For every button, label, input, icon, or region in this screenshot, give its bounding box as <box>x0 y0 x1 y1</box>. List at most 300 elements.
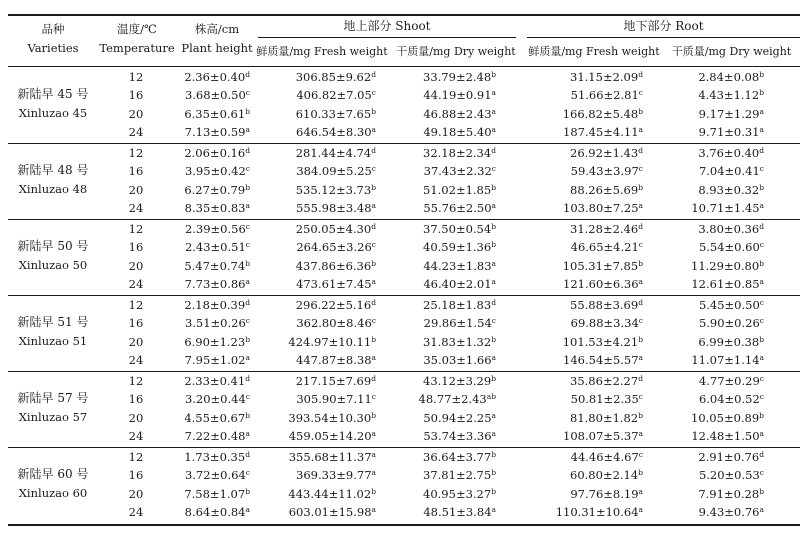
cell-shoot-dry <box>396 222 500 236</box>
top-rule <box>8 14 800 16</box>
cell-value: 40.59±1.36 <box>423 240 492 255</box>
cell-value: 33.79±2.48 <box>423 70 492 84</box>
significance-letter: b <box>491 334 496 344</box>
cell-shoot-fresh <box>260 88 380 102</box>
cell-value: 11.07±1.14 <box>691 353 760 368</box>
significance-letter: c <box>759 468 764 478</box>
cell-temp: 16 <box>128 164 144 179</box>
significance-letter: a <box>491 201 496 211</box>
significance-letter: d <box>371 298 376 307</box>
cell-root-dry <box>664 411 768 425</box>
cell-shoot-dry <box>396 240 500 254</box>
cell-shoot-dry <box>396 411 500 425</box>
cell-temp: 24 <box>128 429 144 444</box>
significance-letter: c <box>638 88 643 98</box>
cell-root-dry <box>664 335 768 349</box>
cell-temp: 24 <box>128 505 144 520</box>
cell-shoot-fresh <box>260 429 380 443</box>
cell-root-fresh <box>530 374 647 388</box>
cell-root-fresh <box>530 125 647 139</box>
cell-shoot-fresh <box>260 164 380 178</box>
cell-root-fresh <box>530 164 647 178</box>
significance-letter: d <box>638 222 643 231</box>
significance-letter: a <box>371 125 376 135</box>
cell-value: 37.43±2.32 <box>423 164 492 179</box>
cell-height <box>176 450 254 464</box>
header-height-cn: 株高/cm <box>194 22 240 36</box>
cell-temp: 16 <box>128 316 144 331</box>
significance-letter: c <box>491 316 496 326</box>
significance-letter: b <box>245 258 250 268</box>
cell-value: 44.46±4.67 <box>570 450 639 464</box>
significance-letter: c <box>638 450 643 459</box>
cell-shoot-fresh <box>260 259 380 273</box>
cell-root-dry <box>664 183 768 197</box>
cell-root-fresh <box>530 298 647 312</box>
significance-letter: b <box>245 486 250 496</box>
cell-shoot-dry <box>396 107 500 121</box>
significance-letter: d <box>638 70 643 79</box>
cell-value: 406.82±7.05 <box>296 88 372 103</box>
cell-shoot-dry <box>396 450 500 464</box>
root-group-underline <box>527 37 800 38</box>
cell-shoot-fresh <box>260 125 380 139</box>
significance-letter: c <box>759 298 764 307</box>
significance-letter: b <box>491 240 496 250</box>
cell-value: 4.77±0.29 <box>698 374 760 388</box>
cell-shoot-fresh <box>260 450 380 464</box>
cell-value: 55.76±2.50 <box>423 201 492 216</box>
cell-root-dry <box>664 392 768 406</box>
group-divider <box>8 447 800 448</box>
cell-value: 369.33±9.77 <box>296 468 372 483</box>
significance-letter: d <box>638 146 643 155</box>
significance-letter: a <box>245 505 250 515</box>
cell-root-dry <box>664 107 768 121</box>
cell-value: 7.58±1.07 <box>184 486 246 501</box>
cell-value: 6.90±1.23 <box>184 334 246 349</box>
cell-shoot-fresh <box>260 222 380 236</box>
significance-letter: c <box>245 392 250 402</box>
bottom-rule <box>8 524 800 526</box>
cell-temp: 24 <box>128 201 144 216</box>
significance-letter: a <box>371 277 376 287</box>
cell-value: 110.31±10.64 <box>555 505 639 520</box>
significance-letter: d <box>371 70 376 79</box>
cell-value: 7.73±0.86 <box>184 277 246 292</box>
cell-value: 11.29±0.80 <box>691 258 760 273</box>
cell-value: 443.44±11.02 <box>288 486 372 501</box>
significance-letter: b <box>371 258 376 268</box>
cell-shoot-dry <box>396 298 500 312</box>
cell-value: 250.05±4.30 <box>295 222 372 236</box>
cell-value: 146.54±5.57 <box>563 353 639 368</box>
significance-letter: c <box>245 240 250 250</box>
cell-value: 7.95±1.02 <box>184 353 246 368</box>
significance-letter: b <box>245 182 250 192</box>
cell-temp: 24 <box>128 125 144 140</box>
cell-height <box>176 298 254 312</box>
cell-shoot-dry <box>396 468 500 482</box>
cell-height <box>176 125 254 139</box>
cell-height <box>176 505 254 519</box>
significance-letter: a <box>491 505 496 515</box>
cell-root-fresh <box>530 146 647 160</box>
cell-temp: 12 <box>128 222 144 236</box>
cell-root-fresh <box>530 468 647 482</box>
cell-value: 7.22±0.48 <box>184 429 246 444</box>
header-shoot-fresh: 鲜质量/mg Fresh weight <box>256 45 388 58</box>
cell-shoot-fresh <box>260 487 380 501</box>
cell-root-fresh <box>530 70 647 84</box>
cell-root-dry <box>664 125 768 139</box>
significance-letter: c <box>245 468 250 478</box>
cell-root-fresh <box>530 277 647 291</box>
significance-letter: a <box>759 125 764 135</box>
significance-letter: b <box>245 334 250 344</box>
cell-shoot-fresh <box>260 70 380 84</box>
cell-value: 8.35±0.83 <box>184 201 246 216</box>
cell-height <box>176 316 254 330</box>
cell-value: 105.31±7.85 <box>562 258 639 273</box>
cell-shoot-dry <box>396 335 500 349</box>
cell-height <box>176 70 254 84</box>
cell-shoot-fresh <box>260 240 380 254</box>
cell-value: 35.03±1.66 <box>423 353 492 368</box>
cell-value: 97.76±8.19 <box>570 486 639 501</box>
cell-temp: 16 <box>128 468 144 483</box>
cell-value: 31.83±1.32 <box>423 334 492 349</box>
cell-height <box>176 277 254 291</box>
cell-value: 26.92±1.43 <box>570 146 639 160</box>
header-root-dry: 干质量/mg Dry weight <box>671 45 792 58</box>
significance-letter: a <box>371 353 376 363</box>
cell-root-fresh <box>530 240 647 254</box>
cell-root-fresh <box>530 505 647 519</box>
cell-value: 108.07±5.37 <box>563 429 639 444</box>
cell-shoot-fresh <box>260 316 380 330</box>
significance-letter: b <box>371 106 376 116</box>
cell-root-fresh <box>530 259 647 273</box>
cell-value: 31.15±2.09 <box>570 70 639 84</box>
cell-temp: 20 <box>128 334 144 349</box>
cell-value: 6.27±0.79 <box>184 182 246 197</box>
cell-shoot-dry <box>396 259 500 273</box>
significance-letter: b <box>371 334 376 344</box>
significance-letter: a <box>759 201 764 211</box>
cell-value: 101.53±4.21 <box>562 334 639 349</box>
cell-root-dry <box>664 259 768 273</box>
significance-letter: b <box>491 450 496 459</box>
cell-value: 37.81±2.75 <box>423 468 492 483</box>
cell-height <box>176 240 254 254</box>
significance-letter: b <box>759 258 764 268</box>
cell-root-dry <box>664 70 768 84</box>
significance-letter: c <box>491 164 496 174</box>
cell-root-fresh <box>530 392 647 406</box>
cell-value: 49.18±5.40 <box>423 125 492 140</box>
cell-height <box>176 164 254 178</box>
cell-value: 88.26±5.69 <box>570 182 639 197</box>
cell-root-dry <box>664 164 768 178</box>
cell-root-dry <box>664 505 768 519</box>
significance-letter: c <box>371 392 376 402</box>
significance-letter: a <box>638 505 643 515</box>
cell-root-fresh <box>530 222 647 236</box>
significance-letter: b <box>638 106 643 116</box>
cell-value: 103.80±7.25 <box>563 201 639 216</box>
cell-value: 40.95±3.27 <box>423 486 492 501</box>
cell-shoot-dry <box>396 316 500 330</box>
cell-height <box>176 222 254 236</box>
cell-value: 2.39±0.56 <box>184 222 246 236</box>
significance-letter: a <box>371 505 376 515</box>
cell-temp: 20 <box>128 410 144 425</box>
group-divider <box>8 371 800 372</box>
cell-height <box>176 392 254 406</box>
cell-value: 305.90±7.11 <box>296 392 372 407</box>
significance-letter: d <box>759 222 764 231</box>
cell-root-dry <box>664 277 768 291</box>
cell-shoot-dry <box>396 487 500 501</box>
header-shoot-group: 地上部分 Shoot <box>343 19 431 33</box>
variety-name-cn: 新陆早 51 号 <box>17 315 89 329</box>
cell-shoot-dry <box>396 88 500 102</box>
significance-letter: a <box>759 429 764 439</box>
cell-value: 9.71±0.31 <box>698 125 760 140</box>
cell-temp: 20 <box>128 486 144 501</box>
cell-shoot-dry <box>396 429 500 443</box>
cell-temp: 12 <box>128 146 144 160</box>
significance-letter: d <box>491 298 496 307</box>
cell-value: 3.76±0.40 <box>698 146 760 160</box>
cell-value: 51.66±2.81 <box>570 88 639 103</box>
significance-letter: d <box>638 374 643 383</box>
cell-value: 3.51±0.26 <box>184 316 246 331</box>
significance-letter: a <box>491 277 496 287</box>
cell-value: 25.18±1.83 <box>423 298 492 312</box>
shoot-group-underline <box>258 37 516 38</box>
group-divider <box>8 219 800 220</box>
significance-letter: c <box>371 316 376 326</box>
cell-value: 50.94±2.25 <box>423 410 492 425</box>
cell-value: 2.18±0.39 <box>184 298 246 312</box>
cell-value: 535.12±3.73 <box>295 182 372 197</box>
cell-root-dry <box>664 468 768 482</box>
cell-shoot-fresh <box>260 335 380 349</box>
significance-letter: b <box>491 486 496 496</box>
cell-height <box>176 183 254 197</box>
cell-value: 10.71±1.45 <box>691 201 760 216</box>
variety-name-en: Xinluzao 57 <box>18 410 88 424</box>
significance-letter: b <box>245 106 250 116</box>
cell-shoot-fresh <box>260 468 380 482</box>
significance-letter: a <box>638 277 643 287</box>
cell-shoot-dry <box>396 183 500 197</box>
cell-temp: 16 <box>128 392 144 407</box>
cell-value: 424.97±10.11 <box>288 334 372 349</box>
significance-letter: a <box>759 277 764 287</box>
cell-shoot-dry <box>396 374 500 388</box>
header-variety-en: Varieties <box>27 41 79 55</box>
cell-value: 3.72±0.64 <box>184 468 246 483</box>
significance-letter: c <box>245 164 250 174</box>
cell-value: 31.28±2.46 <box>570 222 639 236</box>
cell-root-dry <box>664 222 768 236</box>
significance-letter: a <box>638 125 643 135</box>
variety-name-cn: 新陆早 60 号 <box>17 467 89 481</box>
cell-height <box>176 335 254 349</box>
cell-value: 12.48±1.50 <box>691 429 760 444</box>
significance-letter: c <box>371 240 376 250</box>
cell-value: 6.99±0.38 <box>698 334 760 349</box>
cell-root-fresh <box>530 411 647 425</box>
cell-value: 6.35±0.61 <box>184 106 246 121</box>
significance-letter: a <box>638 429 643 439</box>
cell-root-dry <box>664 450 768 464</box>
variety-name-en: Xinluzao 51 <box>18 334 88 348</box>
cell-height <box>176 259 254 273</box>
cell-temp: 16 <box>128 240 144 255</box>
cell-value: 48.51±3.84 <box>423 505 492 520</box>
significance-letter: a <box>638 353 643 363</box>
cell-height <box>176 88 254 102</box>
variety-name-en: Xinluzao 45 <box>18 106 88 120</box>
cell-value: 53.74±3.36 <box>423 429 492 444</box>
significance-letter: c <box>638 392 643 402</box>
cell-value: 296.22±5.16 <box>295 298 372 312</box>
cell-temp: 20 <box>128 258 144 273</box>
cell-value: 393.54±10.30 <box>288 410 372 425</box>
cell-value: 355.68±11.37 <box>288 450 372 464</box>
cell-shoot-fresh <box>260 146 380 160</box>
cell-height <box>176 487 254 501</box>
significance-letter: a <box>491 88 496 98</box>
significance-letter: d <box>371 146 376 155</box>
cell-value: 281.44±4.74 <box>295 146 372 160</box>
significance-letter: b <box>638 410 643 420</box>
significance-letter: b <box>759 88 764 98</box>
header-root-fresh: 鲜质量/mg Fresh weight <box>528 45 660 58</box>
significance-letter: a <box>371 429 376 439</box>
significance-letter: c <box>371 164 376 174</box>
cell-value: 35.86±2.27 <box>570 374 639 388</box>
significance-letter: c <box>638 240 643 250</box>
cell-value: 7.13±0.59 <box>184 125 246 140</box>
cell-height <box>176 146 254 160</box>
cell-value: 44.23±1.83 <box>423 258 492 273</box>
significance-letter: c <box>245 88 250 98</box>
cell-value: 4.55±0.67 <box>184 410 246 425</box>
cell-shoot-dry <box>396 392 496 406</box>
cell-value: 46.88±2.43 <box>423 106 492 121</box>
cell-value: 2.06±0.16 <box>184 146 246 160</box>
cell-root-fresh <box>530 183 647 197</box>
cell-value: 166.82±5.48 <box>562 106 639 121</box>
significance-letter: c <box>759 316 764 326</box>
significance-letter: b <box>759 70 764 79</box>
significance-letter: ab <box>486 392 496 402</box>
cell-root-dry <box>664 298 768 312</box>
cell-value: 5.20±0.53 <box>698 468 760 483</box>
cell-value: 29.86±1.54 <box>423 316 492 331</box>
cell-root-dry <box>664 88 768 102</box>
cell-value: 59.43±3.97 <box>570 164 639 179</box>
significance-letter: d <box>759 450 764 459</box>
cell-value: 36.64±3.77 <box>423 450 492 464</box>
cell-value: 8.93±0.32 <box>698 182 760 197</box>
significance-letter: d <box>245 374 250 383</box>
header-root-group: 地下部分 Root <box>623 19 704 33</box>
variety-name-cn: 新陆早 50 号 <box>17 239 89 253</box>
significance-letter: a <box>491 353 496 363</box>
cell-value: 32.18±2.34 <box>423 146 492 160</box>
cell-root-fresh <box>530 335 647 349</box>
significance-letter: b <box>491 468 496 478</box>
cell-shoot-dry <box>396 277 500 291</box>
cell-shoot-dry <box>396 164 500 178</box>
cell-value: 9.43±0.76 <box>698 505 760 520</box>
cell-value: 3.95±0.42 <box>184 164 246 179</box>
cell-value: 51.02±1.85 <box>423 182 492 197</box>
significance-letter: a <box>491 410 496 420</box>
cell-value: 121.60±6.36 <box>563 277 639 292</box>
significance-letter: a <box>759 505 764 515</box>
cell-value: 4.43±1.12 <box>698 88 760 103</box>
significance-letter: c <box>245 316 250 326</box>
significance-letter: b <box>245 410 250 420</box>
cell-value: 7.04±0.41 <box>698 164 760 179</box>
cell-height <box>176 107 254 121</box>
significance-letter: b <box>638 182 643 192</box>
cell-value: 69.88±3.34 <box>570 316 639 331</box>
cell-value: 555.98±3.48 <box>296 201 372 216</box>
significance-letter: b <box>371 410 376 420</box>
significance-letter: b <box>491 182 496 192</box>
significance-letter: a <box>759 106 764 116</box>
significance-letter: b <box>759 410 764 420</box>
significance-letter: d <box>245 70 250 79</box>
cell-shoot-fresh <box>260 392 380 406</box>
cell-value: 3.68±0.50 <box>184 88 246 103</box>
cell-value: 1.73±0.35 <box>184 450 246 464</box>
group-divider <box>8 143 800 144</box>
cell-root-dry <box>664 429 768 443</box>
significance-letter: d <box>245 450 250 459</box>
cell-value: 9.17±1.29 <box>698 106 760 121</box>
cell-temp: 12 <box>128 374 144 388</box>
header-height-en: Plant height <box>181 41 253 55</box>
significance-letter: b <box>759 486 764 496</box>
significance-letter: a <box>245 277 250 287</box>
cell-value: 217.15±7.69 <box>295 374 372 388</box>
significance-letter: b <box>491 222 496 231</box>
cell-value: 81.80±1.82 <box>570 410 639 425</box>
variety-name-cn: 新陆早 48 号 <box>17 163 89 177</box>
cell-root-fresh <box>530 487 647 501</box>
significance-letter: b <box>491 374 496 383</box>
cell-shoot-fresh <box>260 411 380 425</box>
cell-value: 2.33±0.41 <box>184 374 246 388</box>
cell-value: 264.65±3.26 <box>296 240 372 255</box>
significance-letter: a <box>638 486 643 496</box>
cell-value: 7.91±0.28 <box>698 486 760 501</box>
cell-root-dry <box>664 487 768 501</box>
cell-root-fresh <box>530 201 647 215</box>
cell-value: 60.80±2.14 <box>570 468 639 483</box>
cell-value: 447.87±8.38 <box>296 353 372 368</box>
cell-root-fresh <box>530 450 647 464</box>
